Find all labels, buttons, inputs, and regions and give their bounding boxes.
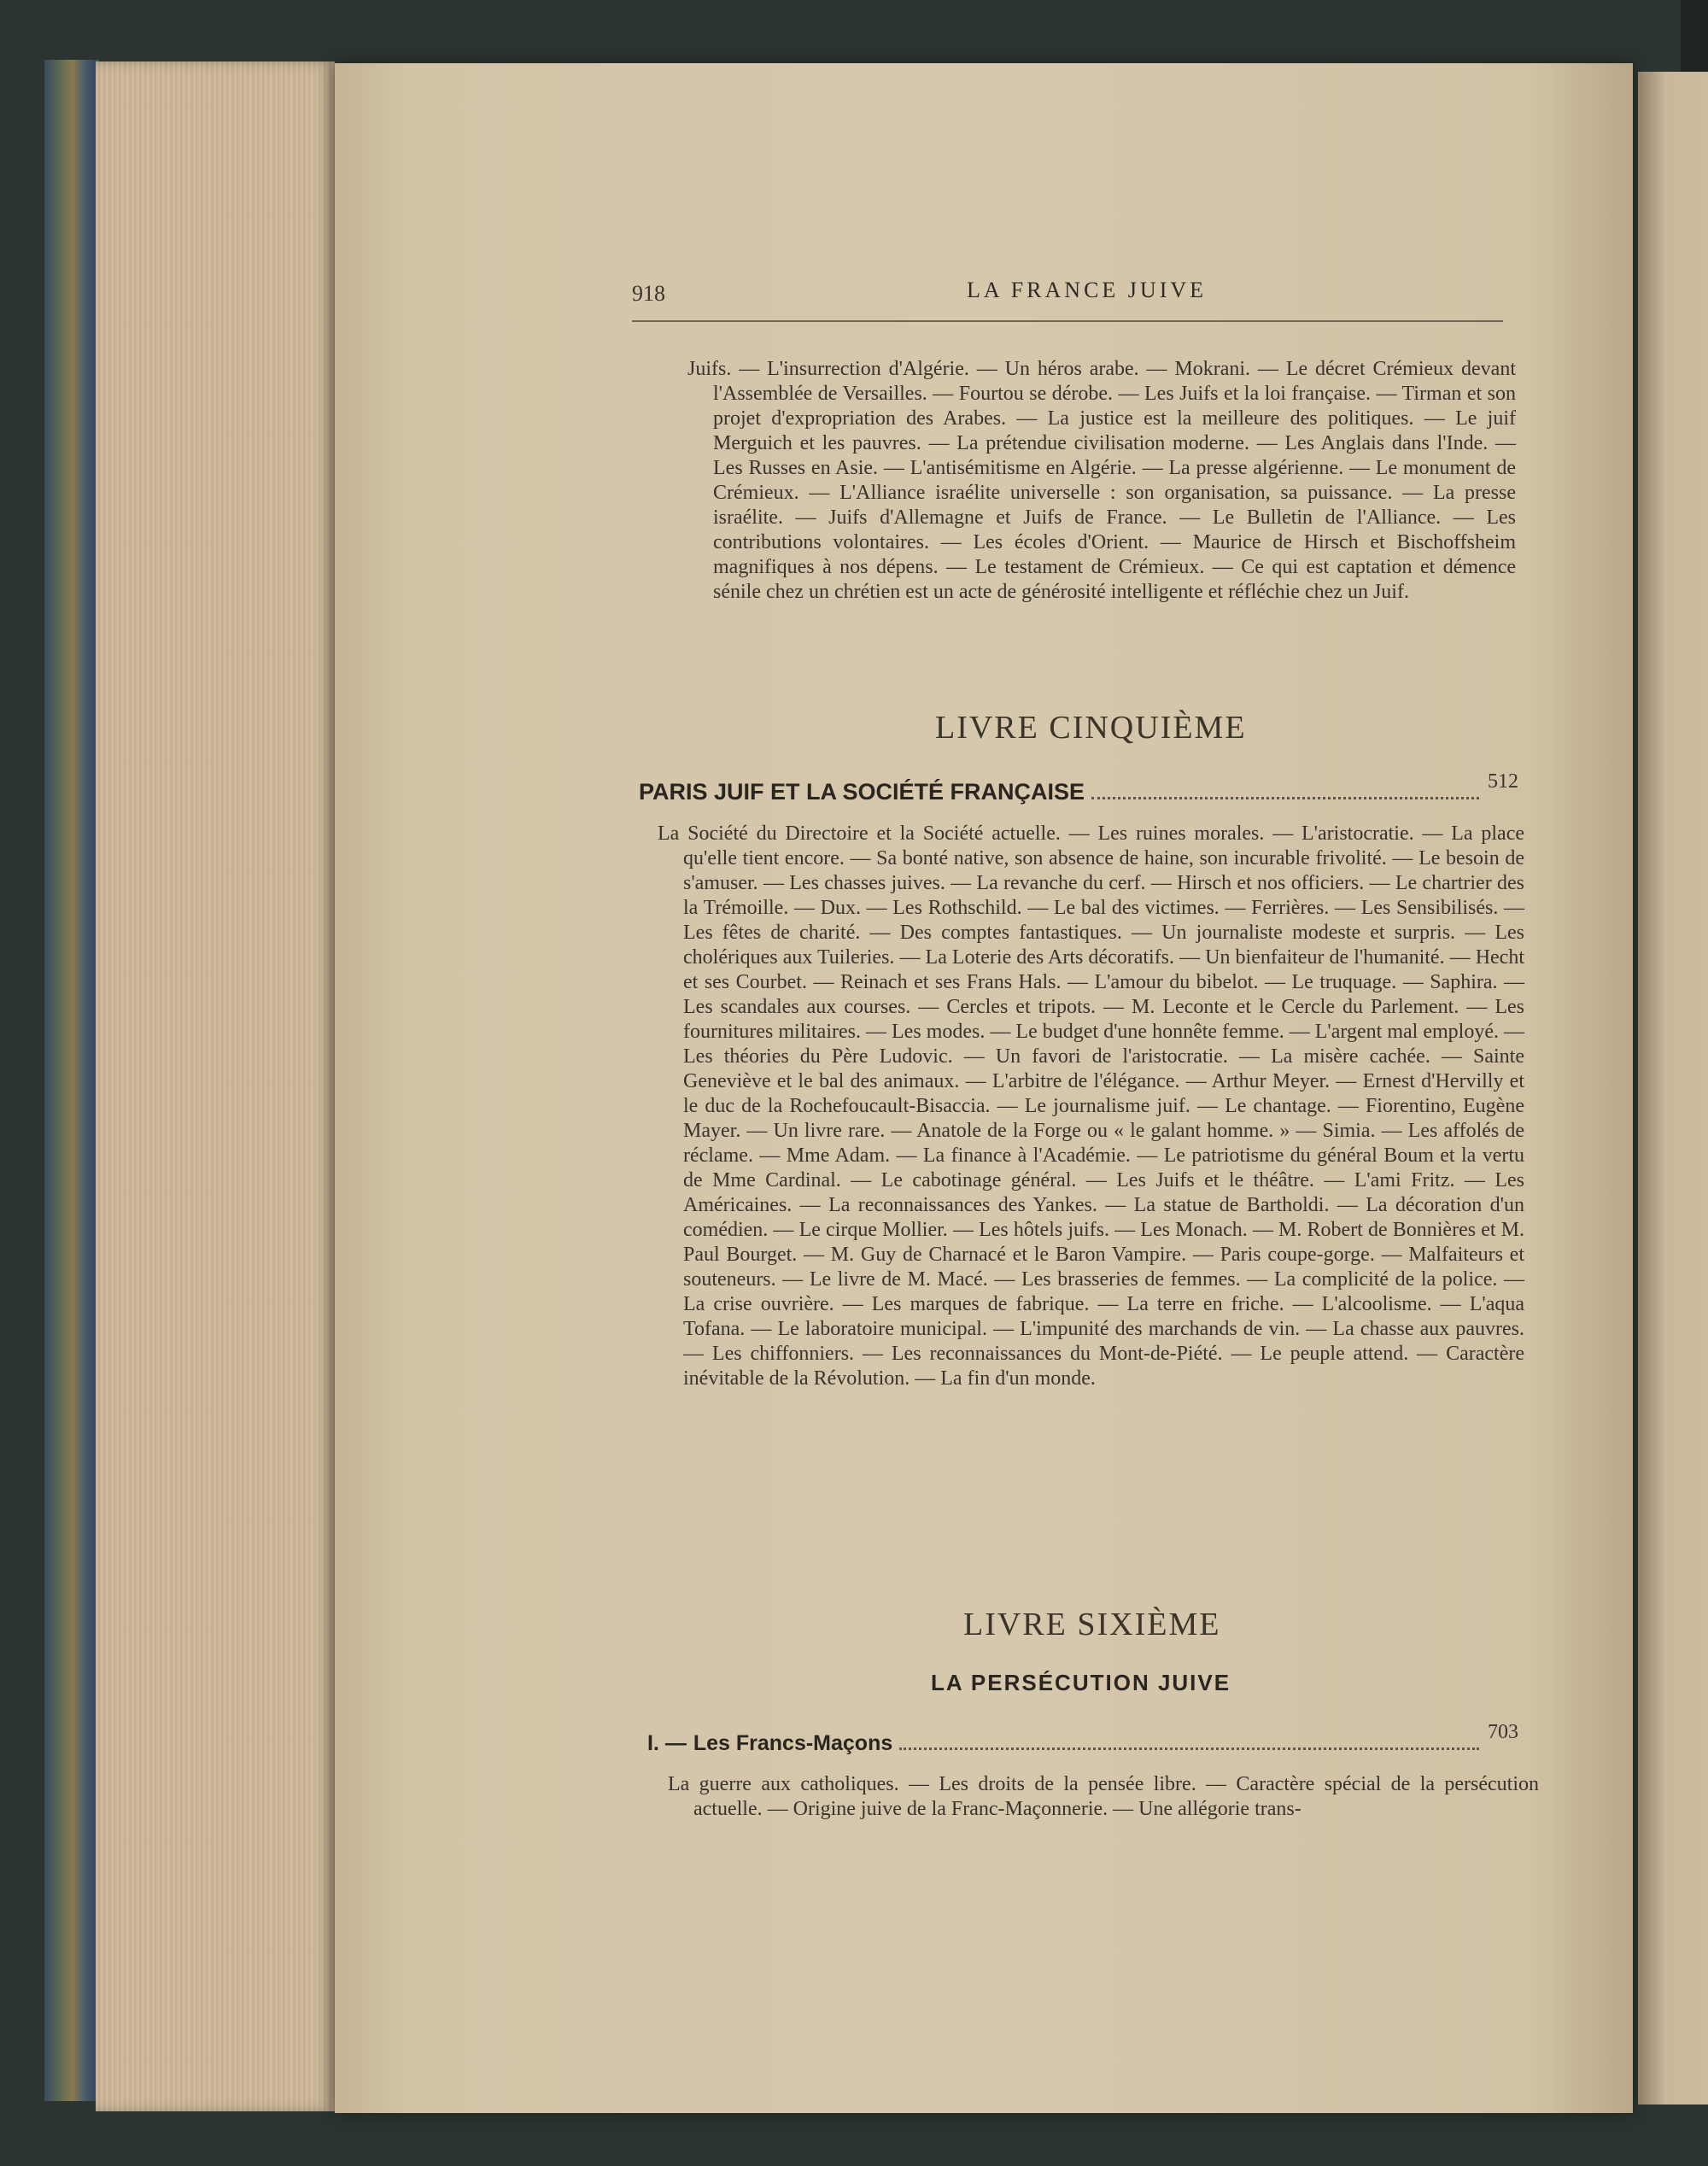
page-stack-edge [96,61,335,2111]
page-reference: 703 [1488,1721,1518,1743]
livre5-summary: La Société du Directoire et la Société actuelle. — Les ruines morales. — L'aristocratie. — La place qu'elle tient encore. — Sa bonté native, son absence de haine, son incurable frivolité. — Le besoin de s'amuser. — Les chasses juives. — La revanche du cerf. — Hirsch et nos officiers. — Le chartrier des la Trémoille. — Dux. — Les Rothschild. — Le bal des victimes. — Ferrières. — Les Sensibilisés. — Les fêtes de charité. — Des comptes fantastiques. — Un journaliste modeste et surpris. — Les cholériques aux Tuileries. — La Loterie des Arts décoratifs. — Un bienfaiteur de l'humanité. — Hecht et ses Courbet. — Reinach et ses Frans Hals. — L'amour du bibelot. — Le truquage. — Saphira. — Les scandales aux courses. — Cercles et tripots. — M. Leconte et le Cercle du Parlement. — Les fournitures militaires. — Les modes. — Le budget d'une honnête femme. — L'argent mal employé. — Les théories du Père Ludovic. — Un favori de l'aristocratie. — La misère cachée. — Sainte Geneviève et le bal des animaux. — L'arbitre de l'élégance. — Arthur Meyer. — Ernest d'Hervilly et le duc de la Rochefoucault-Bisaccia. — Le journalisme juif. — Le chantage. — Fiorentino, Eugène Mayer. — Un livre rare. — Anatole de la Forge ou « le galant homme. » — Simia. — Les affolés de réclame. — Mme Adam. — La finance à l'Académie. — Le patriotisme du général Boum et la vertu de Mme Cardinal. — Le cabotinage général. — Les Juifs et le théâtre. — L'ami Fritz. — Les Américaines. — La reconnaissances des Yankes. — La statue de Bartholdi. — La décoration d'un comédien. — Le cirque Mollier. — Les hôtels juifs. — Les Monach. — M. Robert de Bonnières et M. Paul Bourget. — M. Guy de Charnacé et le Baron Vampire. — Paris coupe-gorge. — Malfaiteurs et souteneurs. — Le livre de M. Macé. — Les brasseries de femmes. — La complicité de la police. — La crise ouvrière. — Les marques de fabrique. — La terre en friche. — L'alcoolisme. — L'aqua Tofana. — Le laboratoire municipal. — L'impunité des marchands de vin. — La chasse aux pauvres. — Les chiffonniers. — Les reconnaissances du Mont-de-Piété. — Le peuple attend. — Caractère inévitable de la Révolution. — La fin d'un monde. [658,822,1524,1390]
toc-entry-francs-macons [647,1721,1518,1756]
facing-page-edge [1638,72,1708,2105]
running-header [632,278,1503,322]
toc-entry-paris-juif [639,770,1518,805]
livre-sixieme-heading: LIVRE SIXIÈME [963,1607,1221,1642]
livre6-subtitle: LA PERSÉCUTION JUIVE [931,1670,1231,1695]
running-title: LA FRANCE JUIVE [967,278,1208,302]
page-number: 918 [632,281,665,306]
chapter-numeral: I. — [647,1731,687,1755]
section-title: PARIS JUIF ET LA SOCIÉTÉ FRANÇAISE [639,779,1085,805]
page-reference: 512 [1488,770,1518,793]
dot-leader [899,1747,1479,1750]
book-cover-edge [44,60,99,2101]
intro-paragraph: Juifs. — L'insurrection d'Algérie. — Un héros arabe. — Mokrani. — Le décret Crémieux devant l'Assemblée de Versailles. — Fourtou se dérobe. — Les Juifs et la loi française. — Tirman et son projet d'expropriation des Arabes. — La justice est la meilleure des politiques. — Le juif Merguich et les pauvres. — La prétendue civilisation moderne. — Les Anglais dans l'Inde. — Les Russes en Asie. — L'antisémitisme en Algérie. — La presse algérienne. — Le monument de Crémieux. — L'Alliance israélite universelle : son organisation, sa puissance. — La presse israélite. — Juifs d'Allemagne et Juifs de France. — Le Bulletin de l'Alliance. — Les contributions volontaires. — Les écoles d'Orient. — Maurice de Hirsch et Bischoffsheim magnifiques à nos dépens. — Le testament de Crémieux. — Ce qui est captation et démence sénile chez un chrétien est un acte de générosité intelligente et réfléchie chez un Juif. [687,358,1516,603]
background-strip [1681,0,1708,72]
livre-cinquieme-heading: LIVRE CINQUIÈME [935,710,1247,746]
livre6-summary: La guerre aux catholiques. — Les droits de la pensée libre. — Caractère spécial de la persécution actuelle. — Origine juive de la Franc-Maçonnerie. — Une allégorie trans- [668,1773,1539,1820]
chapter-title: Les Francs-Maçons [693,1731,893,1755]
dot-leader [1091,796,1479,799]
